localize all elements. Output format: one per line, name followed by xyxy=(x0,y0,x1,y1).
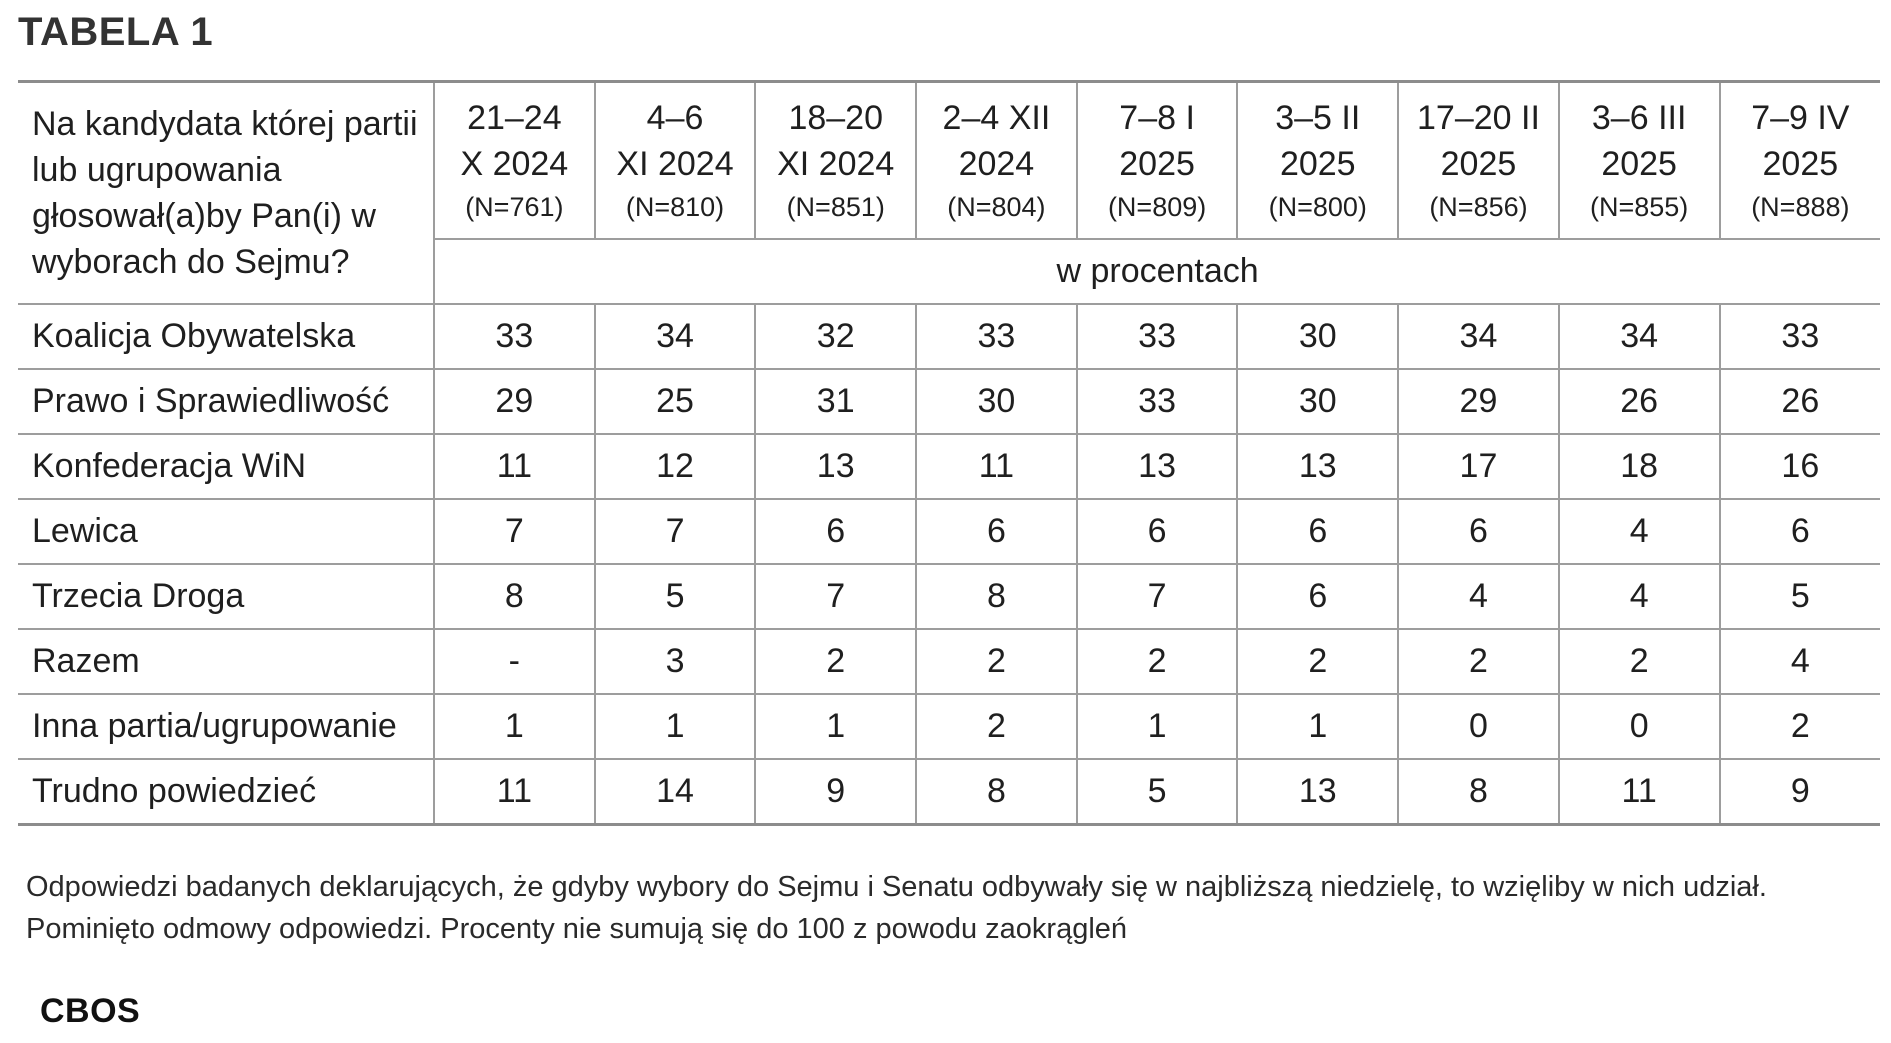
value-cell: 26 xyxy=(1559,369,1720,434)
value-cell: 4 xyxy=(1720,629,1881,694)
period-header xyxy=(434,82,595,239)
period-sample-size: (N=804) xyxy=(947,192,1046,223)
table-row xyxy=(18,564,1880,629)
value-cell: 5 xyxy=(595,564,756,629)
value-cell: 33 xyxy=(916,304,1077,369)
period-sample-size: (N=855) xyxy=(1590,192,1689,223)
table-row xyxy=(18,759,1880,825)
value-cell: 7 xyxy=(595,499,756,564)
table-row xyxy=(18,499,1880,564)
value-cell: 0 xyxy=(1559,694,1720,759)
value-cell: 6 xyxy=(1720,499,1881,564)
value-cell: 6 xyxy=(1077,499,1238,564)
value-cell: 9 xyxy=(755,759,916,825)
value-cell: 33 xyxy=(1077,304,1238,369)
unit-label: w procentach xyxy=(434,239,1880,304)
period-year: 2025 xyxy=(1762,145,1839,184)
period-sample-size: (N=856) xyxy=(1429,192,1528,223)
value-cell: 26 xyxy=(1720,369,1881,434)
table-body xyxy=(18,304,1880,825)
party-name: Koalicja Obywatelska xyxy=(18,304,434,369)
period-date: 7–8 I xyxy=(1119,99,1195,138)
value-cell: 11 xyxy=(434,434,595,499)
value-cell: 31 xyxy=(755,369,916,434)
party-name: Trudno powiedzieć xyxy=(18,759,434,825)
table-row xyxy=(18,629,1880,694)
value-cell: 18 xyxy=(1559,434,1720,499)
value-cell: 32 xyxy=(755,304,916,369)
period-header xyxy=(1398,82,1559,239)
value-cell: 7 xyxy=(434,499,595,564)
value-cell: 1 xyxy=(595,694,756,759)
value-cell: - xyxy=(434,629,595,694)
period-year: XI 2024 xyxy=(616,145,734,184)
period-year: 2025 xyxy=(1279,145,1356,184)
period-year: XI 2024 xyxy=(777,145,895,184)
value-cell: 8 xyxy=(916,564,1077,629)
value-cell: 8 xyxy=(434,564,595,629)
value-cell: 3 xyxy=(595,629,756,694)
value-cell: 30 xyxy=(1237,304,1398,369)
value-cell: 7 xyxy=(755,564,916,629)
period-date: 3–6 III xyxy=(1591,99,1687,138)
table-row xyxy=(18,304,1880,369)
value-cell: 13 xyxy=(1077,434,1238,499)
period-year: 2024 xyxy=(958,145,1035,184)
table-row xyxy=(18,434,1880,499)
period-date: 3–5 II xyxy=(1275,99,1361,138)
value-cell: 17 xyxy=(1398,434,1559,499)
period-sample-size: (N=810) xyxy=(625,192,725,223)
value-cell: 34 xyxy=(1398,304,1559,369)
period-year: 2025 xyxy=(1119,145,1195,184)
value-cell: 25 xyxy=(595,369,756,434)
value-cell: 6 xyxy=(755,499,916,564)
value-cell: 30 xyxy=(1237,369,1398,434)
value-cell: 33 xyxy=(1077,369,1238,434)
period-date: 18–20 xyxy=(788,99,883,138)
value-cell: 4 xyxy=(1559,499,1720,564)
value-cell: 6 xyxy=(1398,499,1559,564)
value-cell: 13 xyxy=(1237,759,1398,825)
period-date: 4–6 xyxy=(646,99,704,138)
value-cell: 6 xyxy=(916,499,1077,564)
value-cell: 16 xyxy=(1720,434,1881,499)
period-sample-size: (N=809) xyxy=(1107,192,1207,223)
party-name: Razem xyxy=(18,629,434,694)
header-row xyxy=(18,82,1880,239)
value-cell: 2 xyxy=(916,629,1077,694)
value-cell: 7 xyxy=(1077,564,1238,629)
value-cell: 30 xyxy=(916,369,1077,434)
party-name: Inna partia/ugrupowanie xyxy=(18,694,434,759)
period-header xyxy=(916,82,1077,239)
value-cell: 13 xyxy=(1237,434,1398,499)
value-cell: 13 xyxy=(755,434,916,499)
period-year: 2025 xyxy=(1601,145,1677,184)
value-cell: 9 xyxy=(1720,759,1881,825)
value-cell: 11 xyxy=(1559,759,1720,825)
period-date: 21–24 xyxy=(467,99,562,138)
value-cell: 29 xyxy=(1398,369,1559,434)
value-cell: 1 xyxy=(1237,694,1398,759)
value-cell: 6 xyxy=(1237,564,1398,629)
value-cell: 2 xyxy=(1720,694,1881,759)
period-date: 2–4 XII xyxy=(942,99,1051,138)
value-cell: 2 xyxy=(755,629,916,694)
period-date: 17–20 II xyxy=(1417,99,1540,138)
value-cell: 2 xyxy=(916,694,1077,759)
party-name: Konfederacja WiN xyxy=(18,434,434,499)
value-cell: 11 xyxy=(434,759,595,825)
value-cell: 34 xyxy=(1559,304,1720,369)
value-cell: 2 xyxy=(1237,629,1398,694)
period-header xyxy=(755,82,916,239)
value-cell: 34 xyxy=(595,304,756,369)
period-header xyxy=(1077,82,1238,239)
period-sample-size: (N=761) xyxy=(465,192,564,223)
value-cell: 1 xyxy=(434,694,595,759)
value-cell: 1 xyxy=(1077,694,1238,759)
value-cell: 29 xyxy=(434,369,595,434)
table-row xyxy=(18,694,1880,759)
value-cell: 0 xyxy=(1398,694,1559,759)
poll-table xyxy=(18,80,1880,826)
party-name: Prawo i Sprawiedliwość xyxy=(18,369,434,434)
value-cell: 11 xyxy=(916,434,1077,499)
value-cell: 14 xyxy=(595,759,756,825)
value-cell: 33 xyxy=(434,304,595,369)
question-header: Na kandydata której partii lub ugrupowania głosował(a)by Pan(i) w wyborach do Sejmu? xyxy=(18,82,434,305)
period-date: 7–9 IV xyxy=(1751,99,1850,138)
table-title: TABELA 1 xyxy=(18,10,214,54)
value-cell: 6 xyxy=(1237,499,1398,564)
value-cell: 8 xyxy=(916,759,1077,825)
value-cell: 2 xyxy=(1559,629,1720,694)
period-header xyxy=(1720,82,1881,239)
value-cell: 4 xyxy=(1398,564,1559,629)
value-cell: 5 xyxy=(1077,759,1238,825)
value-cell: 33 xyxy=(1720,304,1881,369)
period-year: X 2024 xyxy=(460,145,569,184)
value-cell: 12 xyxy=(595,434,756,499)
value-cell: 2 xyxy=(1398,629,1559,694)
period-sample-size: (N=888) xyxy=(1751,192,1850,223)
footnote: Odpowiedzi badanych deklarujących, że gdyby wybory do Sejmu i Senatu odbywały się w najbliższą niedzielę, to wzięliby w nich udział. Pominięto odmowy odpowiedzi. Procenty nie sumują się do 100 z powodu zaokrągleń xyxy=(26,871,1767,945)
period-sample-size: (N=851) xyxy=(786,192,885,223)
period-year: 2025 xyxy=(1440,145,1517,184)
value-cell: 2 xyxy=(1077,629,1238,694)
period-header xyxy=(1237,82,1398,239)
table-row xyxy=(18,369,1880,434)
period-header xyxy=(595,82,756,239)
value-cell: 5 xyxy=(1720,564,1881,629)
value-cell: 8 xyxy=(1398,759,1559,825)
value-cell: 1 xyxy=(755,694,916,759)
party-name: Trzecia Droga xyxy=(18,564,434,629)
period-sample-size: (N=800) xyxy=(1268,192,1367,223)
period-header xyxy=(1559,82,1720,239)
party-name: Lewica xyxy=(18,499,434,564)
cbos-logo: CBOS xyxy=(40,992,141,1030)
value-cell: 4 xyxy=(1559,564,1720,629)
